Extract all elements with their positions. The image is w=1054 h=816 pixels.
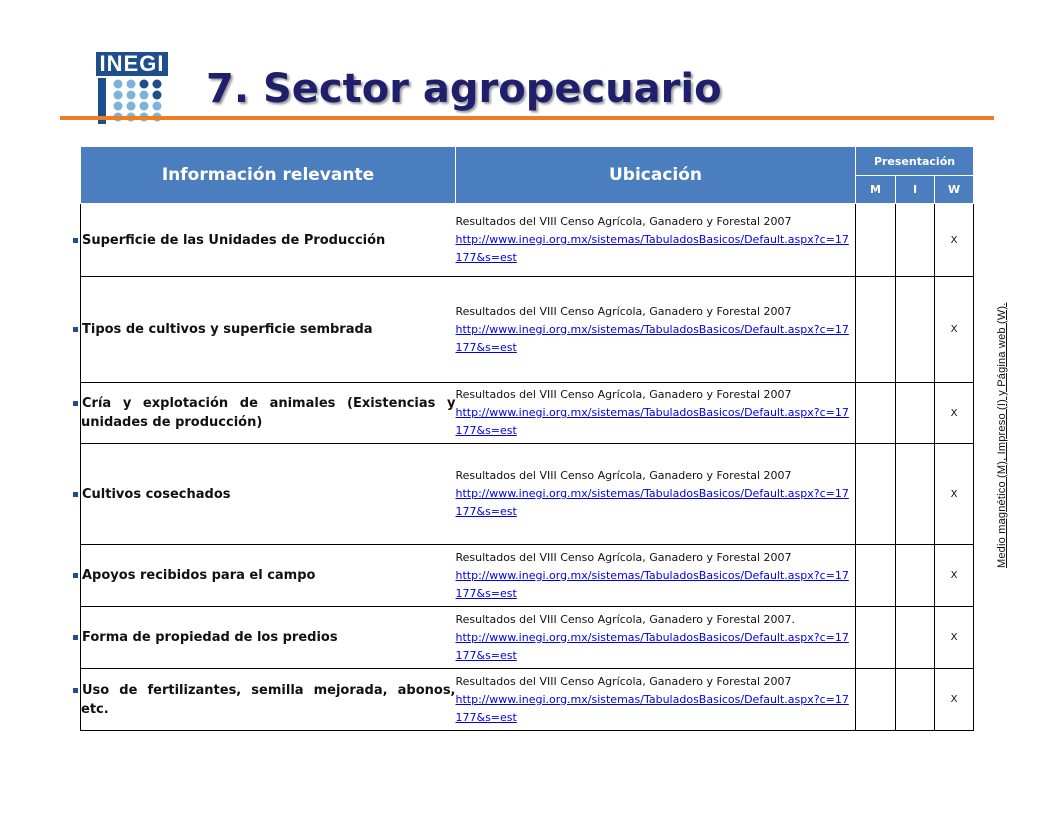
- bullet-icon: [73, 573, 78, 578]
- source-link[interactable]: http://www.inegi.org.mx/sistemas/TabuladosBasicos/Default.aspx?c=17177&s=est: [455, 233, 849, 264]
- flag-m: [856, 545, 896, 607]
- bullet-icon: [73, 492, 78, 497]
- flag-w: X: [935, 204, 974, 277]
- info-cell: [81, 545, 456, 607]
- flag-m: [856, 444, 896, 545]
- table-row: [81, 607, 974, 669]
- info-table: [80, 146, 974, 731]
- ubicacion-cell: [456, 277, 856, 383]
- flag-i: [896, 383, 935, 444]
- source-text: Resultados del VIII Censo Agrícola, Ganadero y Forestal 2007: [455, 469, 792, 482]
- ubicacion-cell: [456, 444, 856, 545]
- title-underline: [60, 116, 994, 120]
- info-cell: [81, 383, 456, 444]
- header-info: Información relevante: [81, 147, 456, 204]
- source-link[interactable]: http://www.inegi.org.mx/sistemas/TabuladosBasicos/Default.aspx?c=17177&s=est: [455, 322, 849, 354]
- info-text: Forma de propiedad de los predios: [82, 630, 338, 645]
- page-title: 7. Sector agropecuario: [206, 66, 722, 112]
- source-text: Resultados del VIII Censo Agrícola, Ganadero y Forestal 2007.: [455, 612, 796, 626]
- source-link[interactable]: http://www.inegi.org.mx/sistemas/TabuladosBasicos/Default.aspx?c=17177&s=est: [455, 692, 849, 724]
- flag-w: X: [935, 607, 974, 669]
- side-note: Medio magnético (M), Impreso (I) y Página web (W).: [996, 302, 1008, 568]
- table-row: [81, 204, 974, 277]
- ubicacion-cell: [456, 383, 856, 444]
- ubicacion-cell: [456, 607, 856, 669]
- source-text: Resultados del VIII Censo Agrícola, Ganadero y Forestal 2007: [455, 215, 792, 228]
- table-row: [81, 383, 974, 444]
- table-row: [81, 669, 974, 731]
- bullet-icon: [73, 635, 78, 640]
- info-text: Superficie de las Unidades de Producción: [82, 232, 386, 248]
- ubicacion-cell: [456, 545, 856, 607]
- bullet-icon: [73, 688, 78, 693]
- flag-m: [856, 607, 896, 669]
- header-m: M: [856, 176, 896, 204]
- source-text: Resultados del VIII Censo Agrícola, Ganadero y Forestal 2007: [455, 304, 792, 318]
- info-cell: [81, 277, 456, 383]
- info-cell: [81, 607, 456, 669]
- flag-i: [896, 545, 935, 607]
- info-cell: [81, 444, 456, 545]
- source-link[interactable]: http://www.inegi.org.mx/sistemas/TabuladosBasicos/Default.aspx?c=17177&s=est: [455, 568, 849, 600]
- flag-i: [896, 607, 935, 669]
- flag-m: [856, 204, 896, 277]
- flag-w: X: [935, 277, 974, 383]
- flag-m: [856, 383, 896, 444]
- flag-i: [896, 277, 935, 383]
- flag-i: [896, 444, 935, 545]
- header-ubicacion: Ubicación: [456, 147, 856, 204]
- info-text: Tipos de cultivos y superficie sembrada: [82, 322, 373, 337]
- flag-w: X: [935, 669, 974, 731]
- source-link[interactable]: http://www.inegi.org.mx/sistemas/TabuladosBasicos/Default.aspx?c=17177&s=est: [455, 406, 849, 437]
- table-row: [81, 444, 974, 545]
- header-w: W: [935, 176, 974, 204]
- bullet-icon: [73, 327, 78, 332]
- flag-w: X: [935, 383, 974, 444]
- info-cell: [81, 669, 456, 731]
- bullet-icon: [73, 401, 78, 406]
- ubicacion-cell: [456, 204, 856, 277]
- ubicacion-cell: [456, 669, 856, 731]
- source-link[interactable]: http://www.inegi.org.mx/sistemas/TabuladosBasicos/Default.aspx?c=17177&s=est: [455, 487, 849, 518]
- inegi-logo: [96, 52, 168, 124]
- info-text: Uso de fertilizantes, semilla mejorada, abonos, etc.: [81, 682, 456, 717]
- info-text: Apoyos recibidos para el campo: [82, 568, 316, 583]
- flag-w: X: [935, 444, 974, 545]
- table-row: [81, 277, 974, 383]
- table-row: [81, 545, 974, 607]
- logo-text: INEGI: [96, 52, 168, 76]
- info-text: Cultivos cosechados: [82, 486, 231, 502]
- source-link[interactable]: http://www.inegi.org.mx/sistemas/TabuladosBasicos/Default.aspx?c=17177&s=est: [455, 630, 849, 662]
- header-i: I: [896, 176, 935, 204]
- flag-m: [856, 669, 896, 731]
- flag-i: [896, 204, 935, 277]
- flag-i: [896, 669, 935, 731]
- info-text: Cría y explotación de animales (Existencias y unidades de producción): [81, 396, 456, 430]
- flag-m: [856, 277, 896, 383]
- header-presentacion: Presentación: [856, 147, 974, 176]
- bullet-icon: [73, 238, 78, 243]
- source-text: Resultados del VIII Censo Agrícola, Ganadero y Forestal 2007: [455, 550, 792, 564]
- source-text: Resultados del VIII Censo Agrícola, Ganadero y Forestal 2007: [455, 388, 792, 401]
- info-cell: [81, 204, 456, 277]
- flag-w: X: [935, 545, 974, 607]
- source-text: Resultados del VIII Censo Agrícola, Ganadero y Forestal 2007: [455, 674, 792, 688]
